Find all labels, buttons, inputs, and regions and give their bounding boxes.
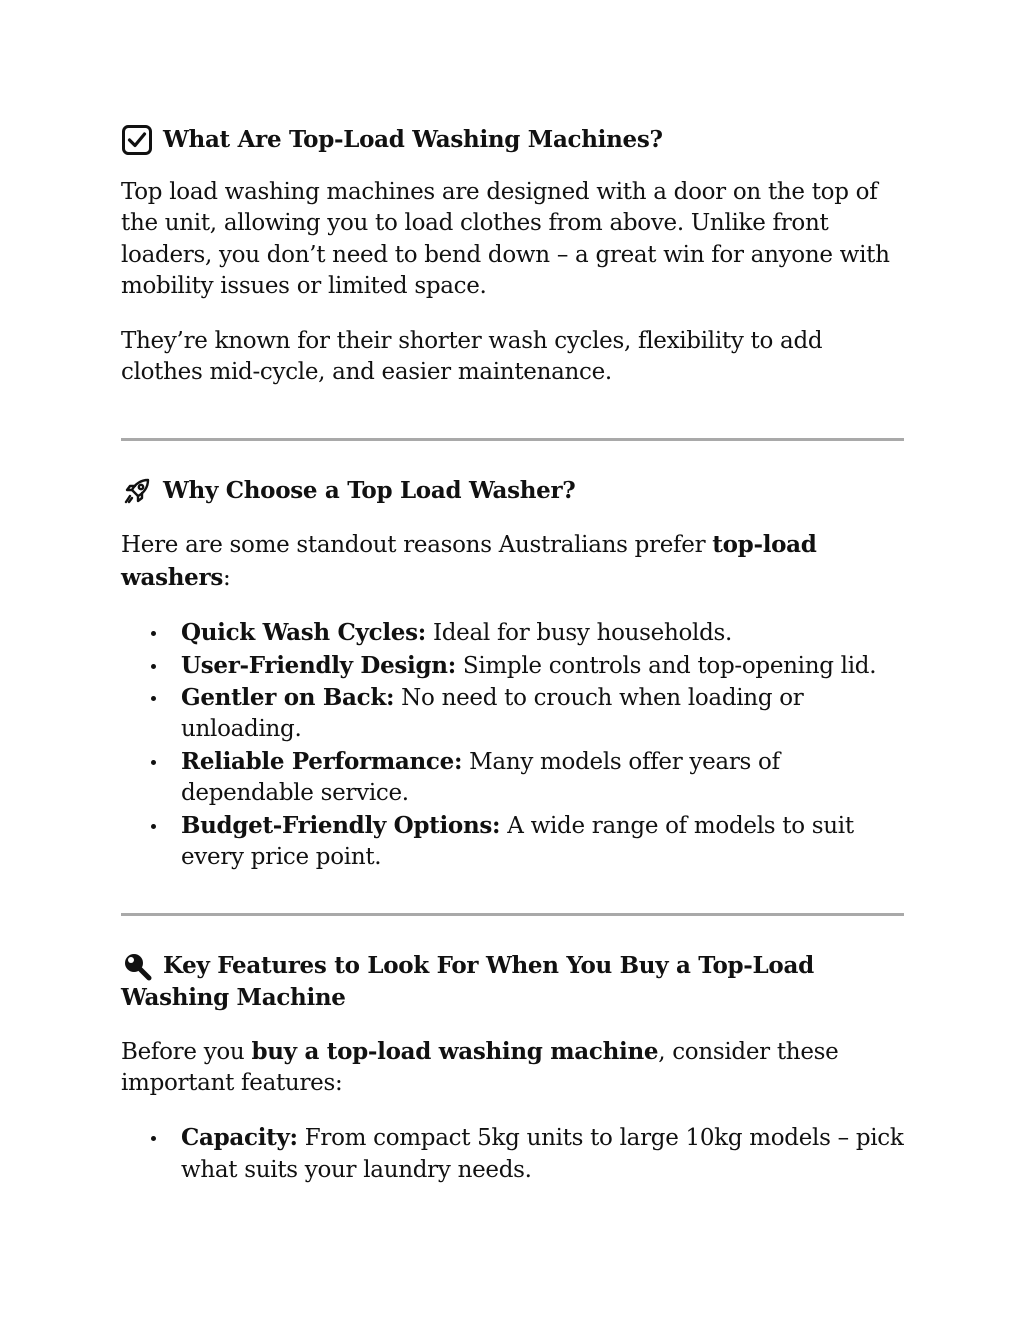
item-text: Ideal for busy households.: [425, 620, 733, 647]
heading-text: What Are Top-Load Washing Machines?: [163, 126, 663, 153]
item-text: No need to crouch when loading or unloading.: [181, 685, 804, 743]
magnifying-glass-icon: [121, 950, 154, 982]
item-label: Capacity:: [181, 1124, 298, 1152]
list-item: [181, 617, 904, 649]
intro-text: Before you: [121, 1038, 252, 1065]
features-list: [121, 1122, 904, 1186]
section-why-choose: [121, 475, 904, 873]
list-item: [181, 1122, 904, 1186]
reasons-list: [121, 617, 904, 873]
intro-text-after: , consider these important features:: [121, 1038, 839, 1096]
list-item: [181, 650, 904, 682]
intro-paragraph: [121, 1036, 904, 1100]
paragraph: Top load washing machines are designed with a door on the top of the unit, allowing you to load clothes from above. Unlike front loaders, you don’t need to bend down – a great win for anyone with mobility issues or limited space.: [121, 179, 890, 300]
list-item: [181, 810, 904, 874]
list-item: [181, 682, 904, 746]
intro-bold-text: top-load washers: [121, 531, 817, 591]
list-item: [181, 746, 904, 810]
item-text: A wide range of models to suit every price point.: [181, 812, 854, 871]
section-heading: [121, 475, 904, 507]
heading-text: Why Choose a Top Load Washer?: [163, 477, 576, 505]
heading-text: Key Features to Look For When You Buy a Top-Load Washing Machine: [121, 951, 814, 1011]
item-text: Many models offer years of dependable service.: [181, 748, 780, 807]
paragraph: They’re known for their shorter wash cycles, flexibility to add clothes mid-cycle, and easier maintenance.: [121, 327, 823, 386]
intro-bold-text: buy a top-load washing machine: [251, 1037, 659, 1065]
section-heading: [121, 950, 904, 1014]
item-label: Quick Wash Cycles:: [181, 619, 426, 647]
item-text: Simple controls and top-opening lid.: [455, 652, 877, 679]
section-what-are-top-load: [121, 124, 904, 388]
section-key-features: [121, 950, 904, 1187]
item-label: Gentler on Back:: [181, 684, 395, 712]
item-label: Budget-Friendly Options:: [181, 811, 501, 839]
intro-paragraph: [121, 529, 904, 594]
document-page: [121, 120, 904, 1209]
section-heading: [121, 124, 904, 156]
intro-text-after: :: [222, 564, 231, 591]
rocket-icon: [121, 475, 154, 507]
check-box-icon: [121, 124, 154, 156]
item-label: User-Friendly Design:: [181, 651, 456, 679]
intro-text: Here are some standout reasons Australians prefer: [121, 532, 713, 559]
item-text: From compact 5kg units to large 10kg models – pick what suits your laundry needs.: [181, 1125, 904, 1183]
item-label: Reliable Performance:: [181, 747, 463, 775]
